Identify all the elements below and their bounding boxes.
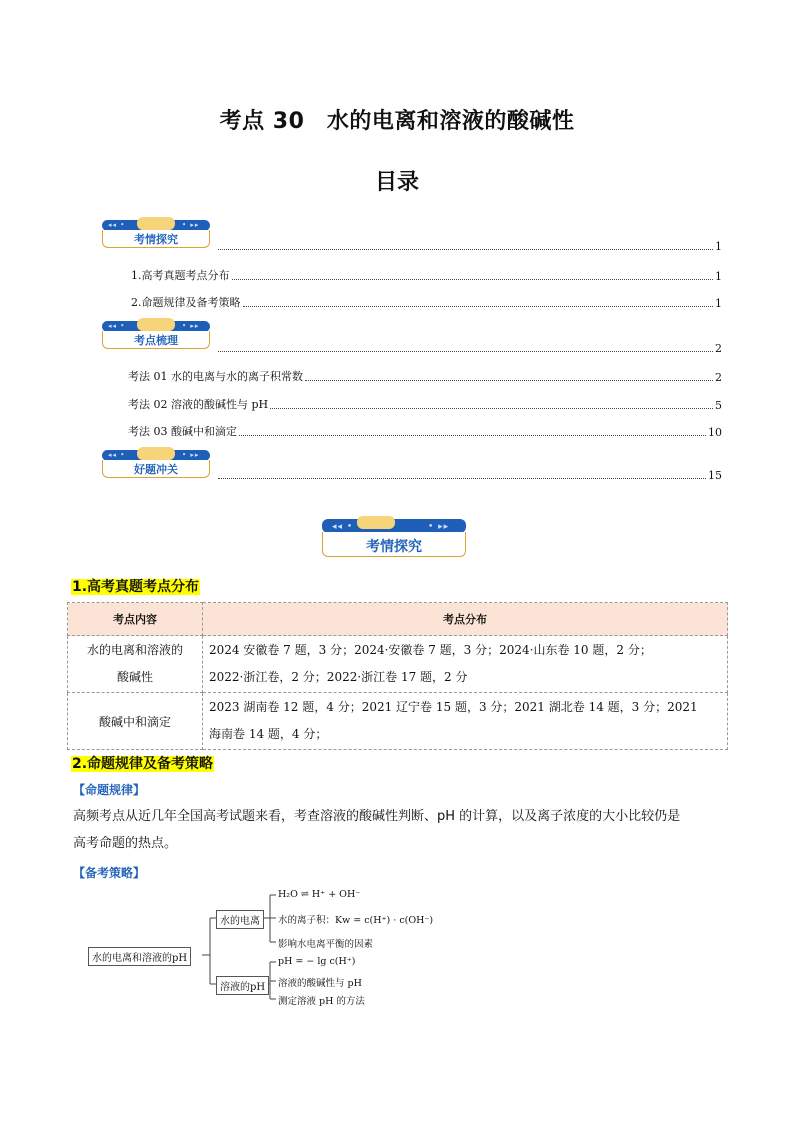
diagram-branch-solution-ph: 溶液的pH bbox=[216, 976, 269, 995]
toc-page-number: 1 bbox=[715, 240, 722, 253]
diagram-branch-water-ionization: 水的电离 bbox=[216, 910, 264, 929]
table-cell-topic: 酸碱中和滴定 bbox=[68, 693, 203, 750]
table-cell-distribution: 2023 湖南卷 12 题，4 分；2021 辽宁卷 15 题，3 分；2021 湖北卷 14 题，3 分；2021 海南卷 14 题，4 分； bbox=[203, 693, 728, 750]
table-row bbox=[68, 636, 728, 693]
toc-entry-method1[interactable] bbox=[128, 368, 722, 384]
toc-label: 考法 02 溶液的酸碱性与 pH bbox=[128, 398, 269, 411]
table-cell-distribution: 2024 安徽卷 7 题，3 分；2024·安徽卷 7 题，3 分；2024·山东卷 10 题，2 分； 2022·浙江卷，2 分；2022·浙江卷 17 题，2 分 bbox=[203, 636, 728, 693]
diagram-leaf: 测定溶液 pH 的方法 bbox=[278, 996, 365, 1007]
section1-heading: 1.高考真题考点分布 bbox=[72, 579, 200, 595]
toc-entry-good[interactable] bbox=[216, 469, 722, 482]
toc-label: 2.命题规律及备考策略 bbox=[131, 296, 241, 309]
diagram-leaf: pH = − lg c(H⁺) bbox=[278, 956, 356, 967]
table-row bbox=[68, 693, 728, 750]
strategy-label: 【备考策略】 bbox=[73, 866, 146, 880]
rule-label: 【命题规律】 bbox=[73, 783, 146, 797]
table-header-row bbox=[68, 603, 728, 636]
toc-entry-item2[interactable] bbox=[131, 294, 722, 310]
exam-distribution-table bbox=[67, 602, 728, 750]
exam-explore-section-banner: ◂◂ • • ▸▸ 考情探究 bbox=[322, 519, 466, 557]
table-cell-topic: 水的电离和溶液的 酸碱性 bbox=[68, 636, 203, 693]
diagram-leaf: 溶液的酸碱性与 pH bbox=[278, 978, 362, 989]
toc-entry-item1[interactable] bbox=[131, 267, 722, 283]
section2-heading: 2.命题规律及备考策略 bbox=[72, 756, 214, 772]
toc-label: 考法 03 酸碱中和滴定 bbox=[128, 425, 237, 438]
diagram-root-node: 水的电离和溶液的pH bbox=[88, 947, 191, 966]
points-review-badge: ◂◂ • • ▸▸ 考点梳理 bbox=[102, 321, 210, 349]
diagram-leaf: 影响水电离平衡的因素 bbox=[278, 939, 374, 950]
table-header: 考点内容 bbox=[68, 603, 203, 636]
table-header: 考点分布 bbox=[203, 603, 728, 636]
diagram-leaf: 水的离子积：Kw = c(H⁺) · c(OH⁻) bbox=[278, 915, 434, 926]
toc-entry-method2[interactable] bbox=[128, 396, 722, 412]
toc-page-number: 2 bbox=[715, 371, 722, 384]
page-title: 考点 30 水的电离和溶液的酸碱性 bbox=[219, 109, 575, 134]
good-questions-badge: ◂◂ • • ▸▸ 好题冲关 bbox=[102, 450, 210, 478]
toc-page-number: 1 bbox=[715, 297, 722, 310]
toc-entry-review[interactable] bbox=[216, 342, 722, 355]
diagram-leaf: H₂O ⇌ H⁺ + OH⁻ bbox=[278, 889, 361, 900]
toc-page-number: 15 bbox=[708, 469, 722, 482]
toc-label: 考法 01 水的电离与水的离子积常数 bbox=[128, 370, 303, 383]
toc-page-number: 5 bbox=[715, 399, 722, 412]
toc-entry-method3[interactable] bbox=[128, 423, 722, 439]
toc-heading: 目录 bbox=[374, 170, 419, 195]
rule-text: 高频考点从近几年全国高考试题来看，考查溶液的酸碱性判断、pH 的计算，以及离子浓度的大小比较仍是 高考命题的热点。 bbox=[73, 809, 681, 851]
toc-page-number: 2 bbox=[715, 342, 722, 355]
exam-explore-badge: ◂◂ • • ▸▸ 考情探究 bbox=[102, 220, 210, 248]
toc-page-number: 1 bbox=[715, 270, 722, 283]
toc-label: 1.高考真题考点分布 bbox=[131, 269, 230, 282]
toc-page-number: 10 bbox=[708, 426, 722, 439]
concept-diagram bbox=[88, 888, 448, 1010]
toc-entry-explore[interactable] bbox=[216, 240, 722, 253]
